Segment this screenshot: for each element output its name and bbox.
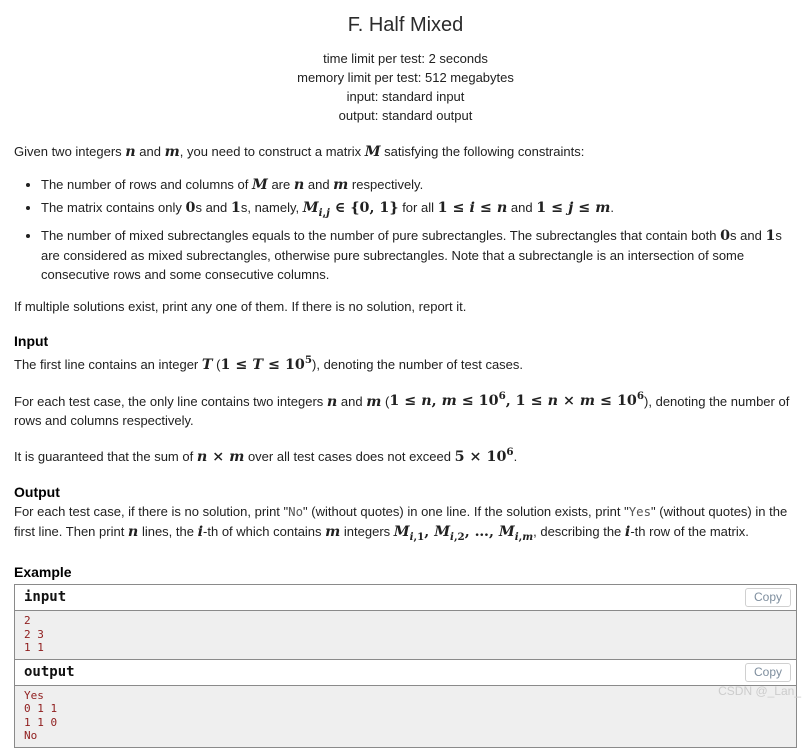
memory-limit: memory limit per test: 512 megabytes: [297, 70, 514, 85]
constraint-item: • The number of mixed subrectangles equals to the number of pure subrectangles. The subrectangles that contain both 0s and 1s are considered as mixed subrectangles, otherwise pure subrectangles. Note that a subrectangle is an intersection of some consecutive rows and some consecutive columns.: [41, 226, 797, 284]
sample-input-line: 2: [24, 614, 31, 628]
output-paragraph: For each test case, if there is no solution, print "No" (without quotes) in one line. If the solution exists, print "Yes" (without quotes) in the first line. Then print n lines, the i-th of which contains m integers $M_{i,1}$, $M_{i,2}$, …, $M_{i,m}$, describing the i-th row of the matrix.: [14, 504, 788, 544]
page-title: F. Half Mixed: [347, 14, 464, 36]
input-paragraph: The first line contains an integer T $(1 \le T \le 10^5)$, denoting the number of test cases.: [14, 353, 524, 373]
example-heading: Example: [14, 564, 72, 581]
csdn-watermark: CSDN @_Lan_: [718, 684, 801, 698]
output-spec: output: standard output: [338, 108, 473, 123]
sample-output-line: 0 1 1: [24, 702, 58, 716]
sample-output-line: Yes: [24, 688, 44, 702]
input-spec: input: standard input: [346, 89, 465, 104]
constraint-item: • The matrix contains only 0s and 1s, namely, $M_{i,j}$ ∈ {0, 1} for all 1 ≤ i ≤ n and 1 ≤ j ≤ m.: [41, 198, 797, 223]
problem-statement: [14, 142, 797, 316]
input-section: [14, 333, 797, 467]
sample-input-content[interactable]: [15, 611, 796, 660]
example-section: [14, 564, 797, 748]
time-limit: time limit per test: 2 seconds: [323, 51, 488, 66]
copy-input-button[interactable]: Copy: [745, 588, 791, 607]
sample-tests-box: [14, 584, 797, 748]
sample-output-line: 1 1 0: [24, 715, 58, 729]
input-paragraph: It is guaranteed that the sum of n × m over all test cases does not exceed $5 \times 10^6$.: [14, 446, 518, 466]
sample-input-header: [15, 585, 796, 611]
constraint-item: • The number of rows and columns of M are n and m respectively.: [41, 175, 797, 195]
sample-output-content[interactable]: [15, 686, 796, 747]
sample-output-label: output: [24, 663, 75, 680]
sample-output-header: [15, 660, 796, 686]
constraints-list: [14, 175, 797, 284]
sample-output-line: No: [24, 729, 38, 743]
sample-input-line: 1 1: [24, 641, 44, 655]
statement-outro: If multiple solutions exist, print any one of them. If there is no solution, report it.: [14, 298, 467, 314]
statement-intro: Given two integers n and m, you need to construct a matrix M satisfying the following constraints:: [14, 144, 585, 160]
output-heading: Output: [14, 484, 60, 501]
input-heading: Input: [14, 332, 49, 349]
sample-input-label: input: [24, 589, 67, 606]
output-section: [14, 484, 797, 547]
sample-input-line: 2 3: [24, 627, 44, 641]
problem-header: [14, 14, 797, 125]
copy-output-button[interactable]: Copy: [745, 663, 791, 682]
input-paragraph: For each test case, the only line contains two integers n and m (1 ≤ n, $m \le 10^6$, $1 \le n \times m \le 10^6$), denoting the number of rows and columns respectively.: [14, 390, 790, 429]
